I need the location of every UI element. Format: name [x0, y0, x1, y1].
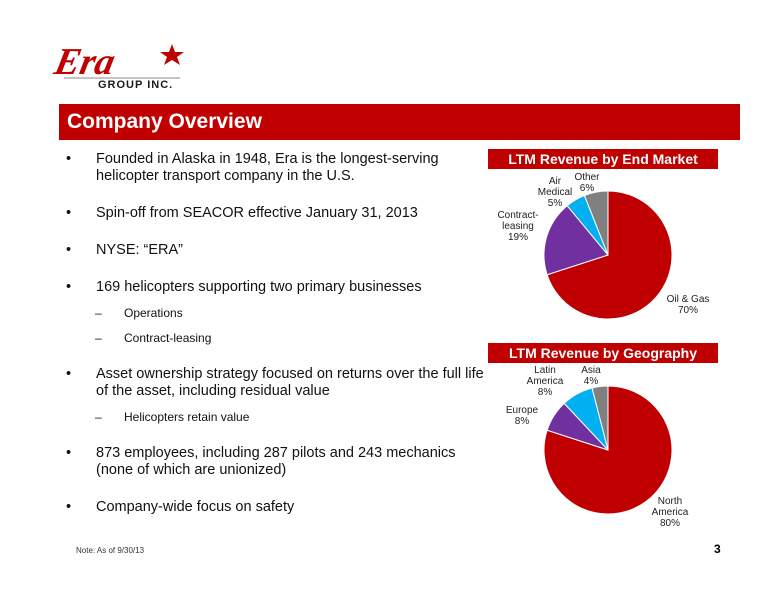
bullet-text: Asset ownership strategy focused on returns over the full life of the asset, including residual value — [96, 366, 484, 399]
bullet-text: Spin-off from SEACOR effective January 31, 2013 — [96, 205, 418, 221]
bullet-item — [66, 499, 486, 516]
sub-bullet-item — [66, 410, 486, 425]
bullet-text: Founded in Alaska in 1948, Era is the longest-serving helicopter transport company in the U.S. — [96, 151, 439, 184]
sub-bullet-symbol: – — [95, 410, 102, 424]
chart-title-end-market: LTM Revenue by End Market — [488, 149, 718, 169]
pie-label-north-america: North America 80% — [651, 496, 689, 529]
sub-bullet-item — [66, 331, 486, 346]
bullet-symbol: • — [66, 499, 72, 515]
bullet-list — [66, 151, 486, 516]
chart-title-geography: LTM Revenue by Geography — [488, 343, 718, 363]
title-bar — [59, 104, 740, 140]
bullet-text: 873 employees, including 287 pilots and 243 mechanics (none of which are unionized) — [96, 445, 456, 478]
bullet-text: Company-wide focus on safety — [96, 499, 295, 515]
pie-label-latin-america: Latin America 8% — [526, 365, 564, 398]
bullet-symbol: • — [66, 366, 72, 382]
bullet-item — [66, 366, 486, 400]
end-market-pie-chart — [480, 170, 740, 330]
footnote: Note: As of 9/30/13 — [76, 546, 145, 555]
bullet-item — [66, 151, 486, 185]
bullet-item — [66, 279, 486, 296]
sub-bullet-text: Contract-leasing — [124, 331, 212, 345]
page-title: Company Overview — [67, 110, 262, 133]
bullet-item — [66, 205, 486, 222]
pie-label-oil-gas: Oil & Gas 70% — [666, 294, 710, 316]
pie-label-contract-leasing: Contract-leasing 19% — [497, 210, 539, 243]
bullet-symbol: • — [66, 445, 72, 461]
bullet-text: 169 helicopters supporting two primary businesses — [96, 279, 422, 295]
sub-bullet-symbol: – — [95, 306, 102, 320]
bullet-symbol: • — [66, 279, 72, 295]
bullet-text: NYSE: “ERA” — [96, 242, 184, 258]
bullet-item — [66, 242, 486, 259]
pie-label-europe: Europe 8% — [505, 405, 539, 427]
sub-bullet-text: Helicopters retain value — [124, 410, 250, 424]
pie-label-asia: Asia 4% — [581, 365, 601, 387]
pie-label-air-medical: Air Medical 5% — [537, 176, 573, 209]
geography-pie-chart — [480, 364, 740, 539]
bullet-item — [66, 445, 486, 479]
pie-label-other: Other 6% — [574, 172, 600, 194]
bullet-symbol: • — [66, 151, 72, 167]
bullet-symbol: • — [66, 242, 72, 258]
sub-bullet-item — [66, 306, 486, 321]
page-number: 3 — [714, 542, 721, 556]
bullet-symbol: • — [66, 205, 72, 221]
era-logo — [50, 40, 190, 100]
sub-bullet-text: Operations — [124, 306, 183, 320]
logo-subtitle: GROUP INC. — [98, 79, 174, 91]
svg-text:Era: Era — [50, 41, 119, 83]
sub-bullet-symbol: – — [95, 331, 102, 345]
